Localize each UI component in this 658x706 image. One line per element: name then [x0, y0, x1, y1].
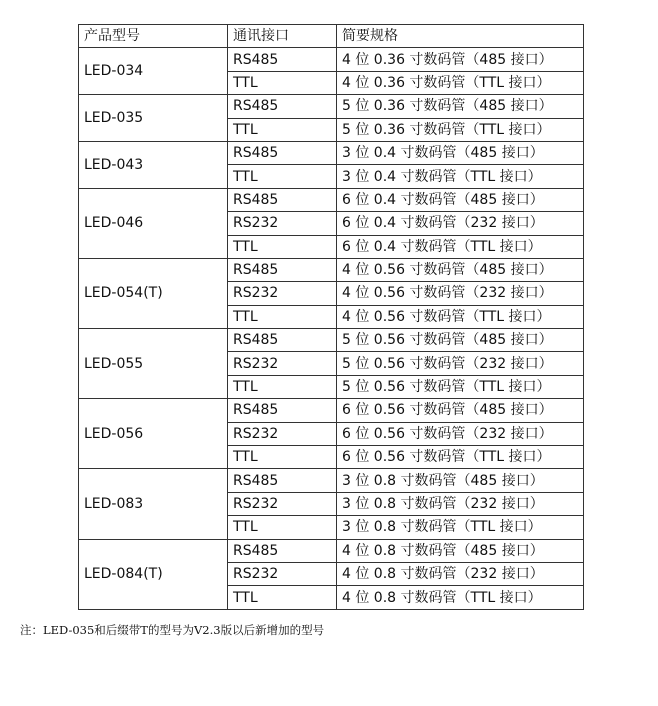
spec-cell: 4 位 0.56 寸数码管（485 接口）: [337, 258, 584, 281]
spec-cell: 3 位 0.4 寸数码管（TTL 接口）: [337, 165, 584, 188]
table-row: [79, 48, 584, 71]
model-cell: LED-084(T): [79, 539, 228, 609]
interface-cell: TTL: [228, 235, 337, 258]
spec-cell: 3 位 0.8 寸数码管（TTL 接口）: [337, 516, 584, 539]
spec-cell: 5 位 0.56 寸数码管（TTL 接口）: [337, 375, 584, 398]
interface-cell: RS485: [228, 329, 337, 352]
spec-cell: 5 位 0.56 寸数码管（232 接口）: [337, 352, 584, 375]
interface-cell: RS485: [228, 469, 337, 492]
spec-cell: 6 位 0.56 寸数码管（TTL 接口）: [337, 446, 584, 469]
interface-cell: RS485: [228, 95, 337, 118]
spec-cell: 6 位 0.56 寸数码管（232 接口）: [337, 422, 584, 445]
model-cell: LED-035: [79, 95, 228, 142]
spec-cell: 3 位 0.4 寸数码管（485 接口）: [337, 141, 584, 164]
spec-cell: 4 位 0.8 寸数码管（232 接口）: [337, 562, 584, 585]
interface-cell: RS232: [228, 492, 337, 515]
table-row: [79, 95, 584, 118]
spec-cell: 4 位 0.56 寸数码管（232 接口）: [337, 282, 584, 305]
interface-cell: TTL: [228, 165, 337, 188]
interface-cell: RS485: [228, 258, 337, 281]
interface-cell: RS485: [228, 48, 337, 71]
model-cell: LED-056: [79, 399, 228, 469]
spec-cell: 6 位 0.4 寸数码管（TTL 接口）: [337, 235, 584, 258]
product-spec-table: [78, 24, 584, 610]
spec-cell: 4 位 0.8 寸数码管（TTL 接口）: [337, 586, 584, 609]
interface-cell: RS232: [228, 352, 337, 375]
interface-cell: RS232: [228, 212, 337, 235]
header-spec: 简要规格: [337, 25, 584, 48]
model-cell: LED-054(T): [79, 258, 228, 328]
model-cell: LED-043: [79, 141, 228, 188]
table-header-row: [79, 25, 584, 48]
interface-cell: TTL: [228, 375, 337, 398]
table-row: [79, 258, 584, 281]
spec-cell: 6 位 0.56 寸数码管（485 接口）: [337, 399, 584, 422]
interface-cell: RS232: [228, 282, 337, 305]
interface-cell: TTL: [228, 586, 337, 609]
spec-cell: 3 位 0.8 寸数码管（232 接口）: [337, 492, 584, 515]
header-model: 产品型号: [79, 25, 228, 48]
spec-cell: 5 位 0.36 寸数码管（485 接口）: [337, 95, 584, 118]
interface-cell: TTL: [228, 446, 337, 469]
spec-cell: 5 位 0.56 寸数码管（485 接口）: [337, 329, 584, 352]
table-row: [79, 469, 584, 492]
footnote: 注：LED-035和后缀带T的型号为V2.3版以后新增加的型号: [20, 623, 325, 637]
model-cell: LED-046: [79, 188, 228, 258]
interface-cell: RS485: [228, 539, 337, 562]
model-cell: LED-034: [79, 48, 228, 95]
interface-cell: TTL: [228, 118, 337, 141]
spec-cell: 5 位 0.36 寸数码管（TTL 接口）: [337, 118, 584, 141]
interface-cell: RS232: [228, 562, 337, 585]
spec-cell: 4 位 0.56 寸数码管（TTL 接口）: [337, 305, 584, 328]
spec-cell: 4 位 0.36 寸数码管（TTL 接口）: [337, 71, 584, 94]
spec-cell: 3 位 0.8 寸数码管（485 接口）: [337, 469, 584, 492]
interface-cell: TTL: [228, 71, 337, 94]
table-row: [79, 329, 584, 352]
header-interface: 通讯接口: [228, 25, 337, 48]
table-row: [79, 141, 584, 164]
table-body: [79, 48, 584, 609]
interface-cell: RS485: [228, 188, 337, 211]
spec-cell: 4 位 0.8 寸数码管（485 接口）: [337, 539, 584, 562]
model-cell: LED-055: [79, 329, 228, 399]
model-cell: LED-083: [79, 469, 228, 539]
interface-cell: TTL: [228, 305, 337, 328]
spec-cell: 4 位 0.36 寸数码管（485 接口）: [337, 48, 584, 71]
interface-cell: RS485: [228, 399, 337, 422]
interface-cell: RS232: [228, 422, 337, 445]
interface-cell: TTL: [228, 516, 337, 539]
table-row: [79, 399, 584, 422]
interface-cell: RS485: [228, 141, 337, 164]
spec-cell: 6 位 0.4 寸数码管（485 接口）: [337, 188, 584, 211]
spec-cell: 6 位 0.4 寸数码管（232 接口）: [337, 212, 584, 235]
table-row: [79, 188, 584, 211]
table-row: [79, 539, 584, 562]
